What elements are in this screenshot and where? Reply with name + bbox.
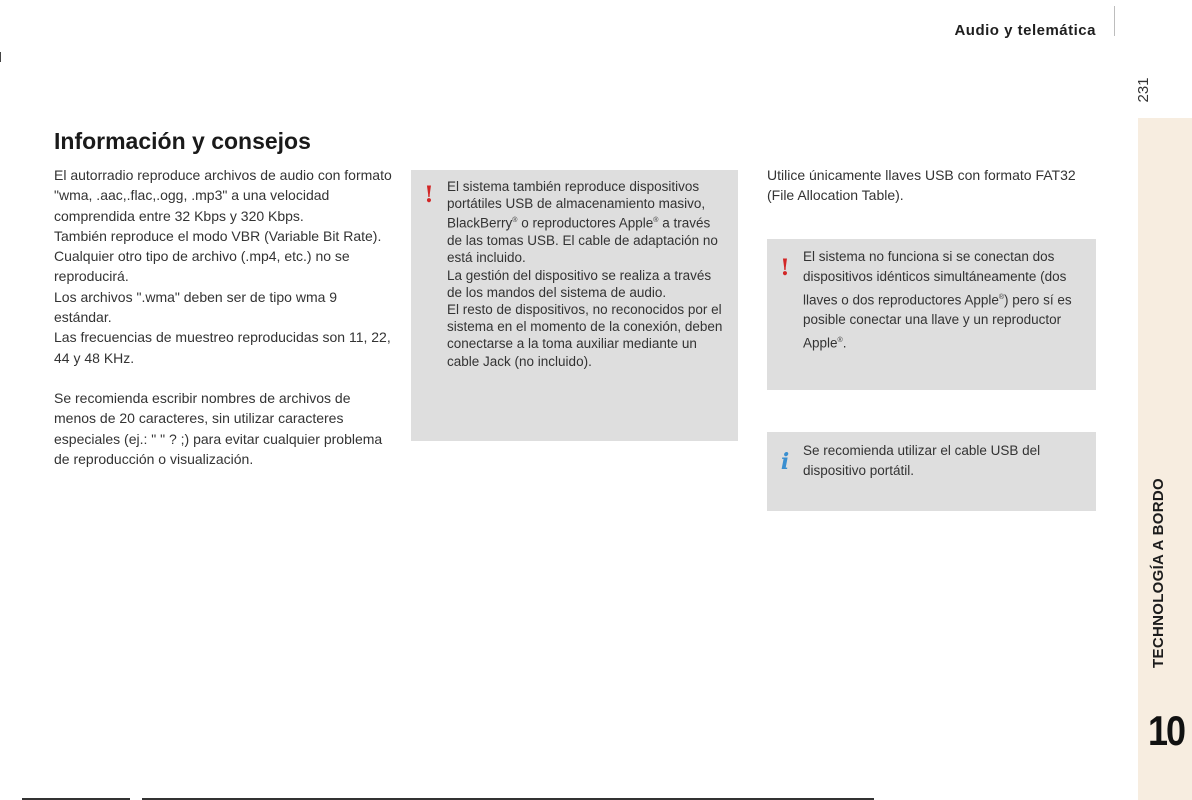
exclamation-icon: ! xyxy=(780,255,790,281)
warning-devices-paragraph-2: La gestión del dispositivo se realiza a través de los mandos del sistema de audio. xyxy=(447,267,712,300)
warning-text-segment: El sistema no funciona si se conectan dos dispositivos idénticos simultáneamente (dos llaves o dos reproductores Apple xyxy=(803,249,1067,308)
info-icon: i xyxy=(780,449,790,475)
section-title: Información y consejos xyxy=(54,128,311,154)
right-column-usb-format xyxy=(767,165,1097,206)
page-header-title: Audio y telemática xyxy=(954,22,1096,39)
header-divider xyxy=(1114,6,1115,36)
exclamation-icon: ! xyxy=(424,182,434,208)
warning-box-devices-text xyxy=(447,178,738,370)
warning-box-devices xyxy=(411,170,738,441)
warning-identical-paragraph xyxy=(803,247,1086,353)
warning-text-segment: ) pero sí es posible conectar una llave y un reproductor Apple xyxy=(803,292,1072,351)
warning-text-segment: . xyxy=(842,335,847,351)
warning-text-segment: o reproductores Apple xyxy=(517,215,654,231)
registered-mark: ® xyxy=(998,293,1005,301)
left-column xyxy=(54,165,394,469)
warning-box-identical-devices xyxy=(767,239,1096,390)
chapter-tab-label: TECHNOLOGÍA A BORDO xyxy=(1149,478,1167,668)
registered-mark: ® xyxy=(512,217,518,225)
paragraph-audio-formats: El autorradio reproduce archivos de audio con formato "wma, .aac,.flac,.ogg, .mp3" a una velocidad comprendida entre 32 Kbps y 320 Kbps. xyxy=(54,167,392,224)
chapter-number: 10 xyxy=(1147,706,1185,754)
paragraph-filename-tip: Se recomienda escribir nombres de archivos de menos de 20 caracteres, sin utilizar caracteres especiales (ej.: " " ? ;) para evitar cualquier problema de reproducción o visualización. xyxy=(54,389,383,467)
paragraph-other-files: Cualquier otro tipo de archivo (.mp4, etc.) no se reproducirá. xyxy=(54,248,350,285)
warning-devices-paragraph-1 xyxy=(447,178,728,267)
margin-mark xyxy=(0,52,1,62)
info-box-text xyxy=(803,441,1096,482)
warning-box-identical-text xyxy=(803,247,1096,353)
warning-devices-paragraph-3: El resto de dispositivos, no reconocidos por el sistema en el momento de la conexión, deben conectarse a la toma auxiliar mediante un cable Jack (no incluido). xyxy=(447,301,723,369)
paragraph-wma: Los archivos ".wma" deben ser de tipo wma 9 estándar. xyxy=(54,288,338,326)
info-box-usb-cable xyxy=(767,432,1096,511)
warning-text-segment: El sistema también reproduce dispositivos portátiles USB de almacenamiento masivo, BlackBerry xyxy=(447,179,706,231)
paragraph-vbr: También reproduce el modo VBR (Variable Bit Rate). xyxy=(54,227,382,244)
paragraph-sample-rates: Las frecuencias de muestreo reproducidas son 11, 22, 44 y 48 KHz. xyxy=(54,329,391,366)
registered-mark: ® xyxy=(837,336,843,344)
registered-mark: ® xyxy=(653,217,659,225)
page-number: 231 xyxy=(1134,77,1152,103)
info-paragraph: Se recomienda utilizar el cable USB del dispositivo portátil. xyxy=(803,443,1041,479)
warning-text-segment: a través de las tomas USB. El cable de adaptación no está incluido. xyxy=(447,215,718,266)
paragraph-fat32: Utilice únicamente llaves USB con formato FAT32 (File Allocation Table). xyxy=(767,167,1076,204)
